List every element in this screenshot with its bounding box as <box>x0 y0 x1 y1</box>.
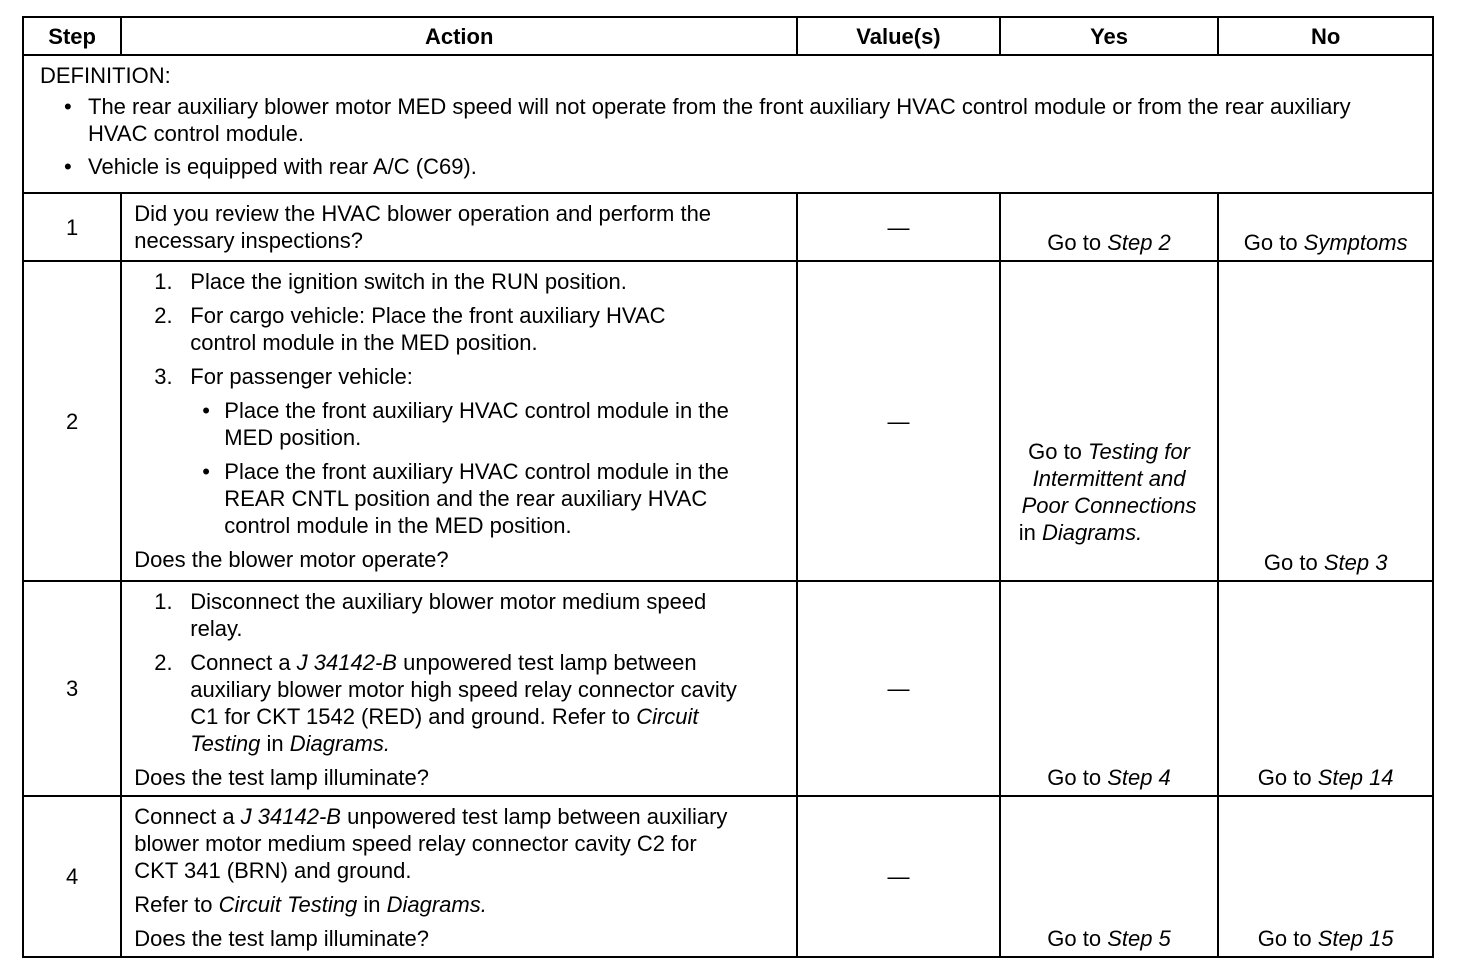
diagnostic-table-sheet <box>22 16 1434 958</box>
item-number: 1. <box>154 269 173 294</box>
step-row-2 <box>23 261 1433 581</box>
step-value: — <box>797 796 1000 957</box>
no-prefix: Go to <box>1257 926 1318 951</box>
step-row-4 <box>23 796 1433 957</box>
step-row-1 <box>23 193 1433 261</box>
no-link[interactable]: Step 3 <box>1323 550 1388 575</box>
item-number: 1. <box>154 589 173 614</box>
definition-title: DEFINITION: <box>40 63 171 88</box>
item-number: 2. <box>154 303 173 328</box>
circuit-testing-link[interactable]: Circuit Testing <box>218 892 358 917</box>
yes-source[interactable]: Diagrams. <box>1041 520 1143 545</box>
yes-block <box>1001 438 1218 519</box>
step-yes[interactable] <box>1000 796 1219 957</box>
step-action <box>121 261 797 581</box>
step-no[interactable] <box>1218 796 1433 957</box>
header-row <box>23 17 1433 55</box>
step-yes[interactable] <box>1000 581 1219 796</box>
action-item <box>134 268 786 295</box>
item-mid: unpowered test lamp between auxiliary blower motor high speed relay connector cavity C1 for CKT 1542 (RED) and ground. Refer to <box>190 650 737 729</box>
instr-mid: unpowered test lamp between auxiliary blower motor medium speed relay connector cavity C2 for CKT 341 (BRN) and ground. <box>134 804 728 883</box>
action-subitem: • Place the front auxiliary HVAC control module in the MED position. <box>134 397 786 451</box>
header-values: Value(s) <box>797 17 1000 55</box>
step-action <box>121 581 797 796</box>
tool-ref: J 34142-B <box>296 650 397 675</box>
diagrams-link[interactable]: Diagrams. <box>289 731 390 756</box>
yes-prefix: Go to <box>1028 439 1089 464</box>
item-pre: Connect a <box>190 650 297 675</box>
definition-cell <box>23 55 1433 193</box>
yes-prefix: Go to <box>1047 926 1108 951</box>
item-text: Place the ignition switch in the RUN position. <box>190 269 627 294</box>
no-link[interactable]: Step 14 <box>1317 765 1394 790</box>
header-no: No <box>1218 17 1433 55</box>
step-yes[interactable] <box>1000 261 1219 581</box>
item-text: For cargo vehicle: Place the front auxiliary HVAC control module in the MED position. <box>190 303 666 355</box>
refer-pre: Refer to <box>134 892 219 917</box>
step-reference <box>134 891 786 918</box>
header-yes: Yes <box>1000 17 1219 55</box>
yes-link[interactable]: Testing for Intermittent and Poor Connections <box>1021 439 1197 518</box>
header-step: Step <box>23 17 121 55</box>
refer-in: in <box>357 892 387 917</box>
header-action: Action <box>121 17 797 55</box>
yes-link[interactable]: Step 4 <box>1107 765 1171 790</box>
item-number: 2. <box>154 650 173 675</box>
step-number: 2 <box>23 261 121 581</box>
no-link[interactable]: Step 15 <box>1317 926 1394 951</box>
step-number: 3 <box>23 581 121 796</box>
step-yes[interactable] <box>1000 193 1219 261</box>
definition-row <box>23 55 1433 193</box>
item-text: For passenger vehicle: <box>190 364 413 389</box>
step-row-3 <box>23 581 1433 796</box>
no-prefix: Go to <box>1263 550 1324 575</box>
step-question: Does the test lamp illuminate? <box>134 926 429 951</box>
definition-bullet: • The rear auxiliary blower motor MED speed will not operate from the front auxiliary HVAC control module or from the rear auxiliary HVAC control module. <box>40 93 1418 147</box>
no-link[interactable]: Symptoms <box>1303 230 1408 255</box>
step-instruction <box>134 803 786 884</box>
action-item <box>134 302 786 356</box>
definition-bullet: • Vehicle is equipped with rear A/C (C69). <box>40 153 1418 180</box>
yes-source-line <box>1001 519 1218 546</box>
action-item <box>134 588 786 642</box>
step-question: Does the test lamp illuminate? <box>134 765 429 790</box>
action-item <box>134 363 786 390</box>
step-number: 4 <box>23 796 121 957</box>
step-action <box>121 193 797 261</box>
no-prefix: Go to <box>1243 230 1304 255</box>
item-in: in <box>260 731 290 756</box>
step-no[interactable] <box>1218 193 1433 261</box>
no-prefix: Go to <box>1257 765 1318 790</box>
yes-in: in <box>1018 520 1042 545</box>
tool-ref: J 34142-B <box>240 804 341 829</box>
step-question: Did you review the HVAC blower operation and perform the necessary inspections? <box>134 201 712 253</box>
step-no[interactable] <box>1218 581 1433 796</box>
instr-pre: Connect a <box>134 804 241 829</box>
item-text: Disconnect the auxiliary blower motor medium speed relay. <box>190 589 707 641</box>
circuit-testing-link[interactable]: Circuit Testing <box>190 704 699 756</box>
action-item <box>134 649 786 757</box>
diagrams-link[interactable]: Diagrams. <box>386 892 487 917</box>
step-number: 1 <box>23 193 121 261</box>
item-number: 3. <box>154 364 173 389</box>
step-value: — <box>797 193 1000 261</box>
yes-link[interactable]: Step 2 <box>1107 230 1171 255</box>
yes-link[interactable]: Step 5 <box>1107 926 1171 951</box>
yes-prefix: Go to <box>1047 765 1108 790</box>
action-subitem: • Place the front auxiliary HVAC control module in the REAR CNTL position and the rear auxiliary HVAC control module in the MED position. <box>134 458 786 539</box>
step-value: — <box>797 581 1000 796</box>
yes-prefix: Go to <box>1047 230 1108 255</box>
step-question: Does the blower motor operate? <box>134 547 449 572</box>
diagnostic-table <box>22 16 1434 958</box>
step-value: — <box>797 261 1000 581</box>
step-no[interactable] <box>1218 261 1433 581</box>
step-action <box>121 796 797 957</box>
